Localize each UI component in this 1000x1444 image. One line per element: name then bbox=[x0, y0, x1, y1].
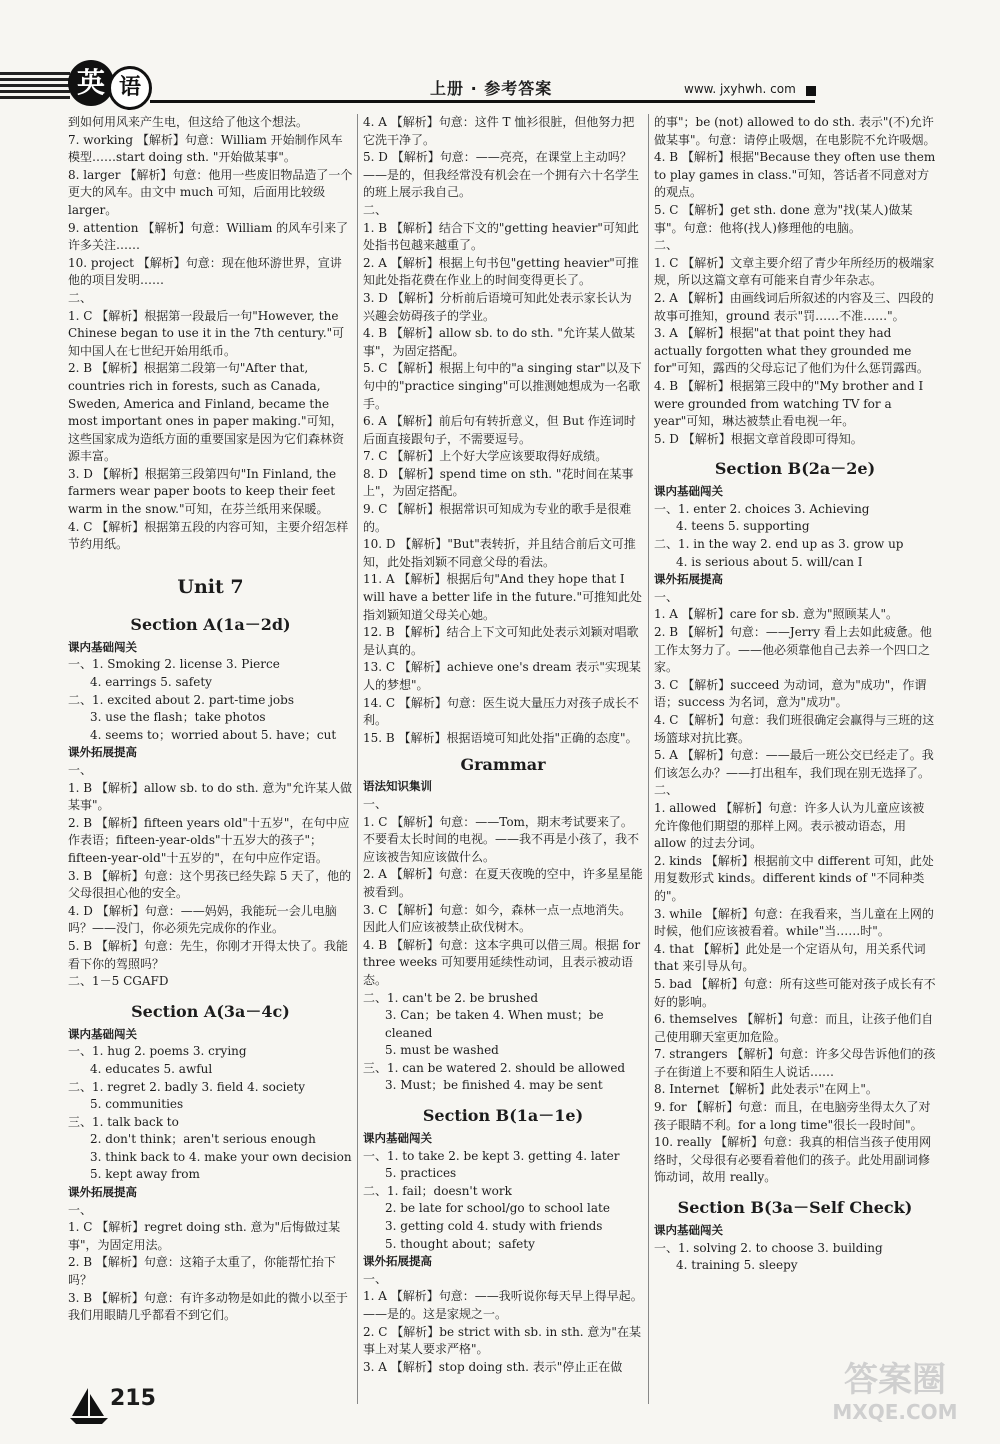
answer-line: 2. B 【解析】句意：——Jerry 看上去如此疲惫。他工作太努力了。——他必须靠他自己去养一个四口之家。 bbox=[654, 625, 932, 675]
watermark-top: 答案圈 bbox=[844, 1360, 946, 1400]
logo-char-2: 语 bbox=[108, 66, 152, 110]
answer-line: 4. earrings 5. safety bbox=[90, 675, 212, 690]
subsection-label: 课内基础闯关 bbox=[363, 1131, 432, 1146]
answer-line: 2. A 【解析】句意：在夏天夜晚的空中，许多星星能被看到。 bbox=[363, 867, 643, 899]
answer-line: 7. strangers 【解析】句意：许多父母告诉他们的孩子在街道上不要和陌生人说话…… bbox=[654, 1047, 936, 1079]
answer-line: 13. C 【解析】achieve one's dream 表示"实现某人的梦想"。 bbox=[363, 660, 641, 692]
answer-line: 4. training 5. sleepy bbox=[676, 1258, 798, 1273]
answer-line: 5. kept away from bbox=[90, 1167, 200, 1182]
answer-line: 1. C 【解析】regret doing sth. 意为"后悔做过某事"，为固定用法。 bbox=[68, 1220, 341, 1252]
subsection-label: 课外拓展提高 bbox=[363, 1254, 432, 1269]
answer-line: 一、1. Smoking 2. license 3. Pierce bbox=[68, 657, 280, 672]
answer-line: 三、1. talk back to bbox=[68, 1114, 179, 1129]
answer-line: 3. D 【解析】分析前后语境可知此处表示家长认为兴趣会妨碍孩子的学业。 bbox=[363, 290, 632, 323]
answer-line: 3. Must；be finished 4. may be sent bbox=[385, 1078, 603, 1093]
answer-line: 3. think back to 4. make your own decision bbox=[90, 1149, 352, 1164]
answer-line: 5. communities bbox=[90, 1097, 184, 1112]
answer-line: 3. A 【解析】stop doing sth. 表示"停止正在做 bbox=[363, 1359, 623, 1374]
page-number: 215 bbox=[110, 1386, 156, 1411]
answer-line: 4. A 【解析】句意：这件 T 恤衫很脏，但他努力把它洗干净了。 bbox=[363, 115, 635, 147]
answer-line: 1. A 【解析】care for sb. 意为"照顾某人"。 bbox=[654, 607, 898, 622]
answer-line: 4. C 【解析】根据第五段的内容可知，主要介绍怎样节约用纸。 bbox=[68, 519, 349, 552]
column-divider bbox=[648, 114, 649, 1404]
subsection-label: 课外拓展提高 bbox=[68, 1185, 137, 1200]
answer-line: 二、 bbox=[363, 202, 388, 217]
answer-line: 3. while 【解析】句意：在我看来，当儿童在上网的时候，他们应该被看着。while"当……时"。 bbox=[654, 906, 934, 939]
answer-line: 一、 bbox=[68, 763, 93, 777]
answer-line: 5. D 【解析】根据文章首段即可得知。 bbox=[654, 431, 863, 446]
column-2 bbox=[363, 114, 643, 1394]
answer-line: 5. A 【解析】句意：——最后一班公交已经走了。我们该怎么办？——打出租车，我们现在别无选择了。 bbox=[654, 748, 934, 780]
answer-line: 5. B 【解析】句意：先生，你刚才开得太快了。我能看下你的驾照吗？ bbox=[68, 938, 348, 971]
column-3 bbox=[654, 114, 936, 1394]
answer-line: 二、1. excited about 2. part-time jobs bbox=[68, 692, 294, 707]
answer-line: 1. C 【解析】句意：——Tom，期末考试要来了。不要看太长时间的电视。——我不再是小孩了，我不应该被告知应该做什么。 bbox=[363, 814, 640, 864]
page-header bbox=[0, 0, 1000, 110]
answer-line: 1. C 【解析】文章主要介绍了青少年所经历的极端家规，所以这篇文章有可能来自青少年杂志。 bbox=[654, 255, 935, 288]
answer-line: 1. B 【解析】allow sb. to do sth. 意为"允许某人做某事"。 bbox=[68, 780, 352, 813]
answer-line: 二、1. regret 2. badly 3. field 4. society bbox=[68, 1079, 306, 1094]
subject-logo bbox=[68, 60, 156, 106]
answer-line: 2. don't think；aren't serious enough bbox=[90, 1132, 316, 1147]
answer-line: 3. D 【解析】根据第三段第四句"In Finland, the farmers wear paper boots to keep their feet warm in the snow."可知，在芬兰纸用来保暖。 bbox=[68, 466, 337, 517]
answer-line: 12. B 【解析】结合上下文可知此处表示刘颖对唱歌是认真的。 bbox=[363, 625, 639, 657]
section-heading: Section B(2a－2e) bbox=[714, 459, 876, 479]
answer-line: 1. C 【解析】根据第一段最后一句"However, the Chinese began to use it in the 7th century."可知中国人在七世纪开始用纸币。 bbox=[68, 308, 345, 358]
answer-line: 4. B 【解析】allow sb. to do sth. "允许某人做某事"，为固定搭配。 bbox=[363, 326, 635, 358]
answer-line: 11. A 【解析】根据后句"And they hope that I will have a better life in the future."可推知此处指刘颖知道父母关心她。 bbox=[363, 572, 643, 622]
answer-line: 4. B 【解析】根据第三段中的"My brother and I were grounded from watching TV for a year"可知，琳达被禁止看电视一年。 bbox=[654, 378, 924, 429]
header-url: www. jxyhwh. com bbox=[684, 82, 796, 96]
watermark-bottom: MXQE.COM bbox=[832, 1400, 958, 1424]
answer-line: 到如何用风来产生电，但这给了他这个想法。 bbox=[68, 115, 309, 129]
answer-line: 5. C 【解析】根据上句中的"a singing star"以及下句中的"practice singing"可以推测她想成为一名歌手。 bbox=[363, 361, 642, 411]
answer-line: 一、1. hug 2. poems 3. crying bbox=[68, 1044, 247, 1059]
section-heading: Section A(3a－4c) bbox=[131, 1001, 290, 1021]
answer-line: 2. B 【解析】句意：这箱子太重了，你能帮忙抬下吗？ bbox=[68, 1255, 336, 1288]
answer-line: 14. C 【解析】句意：医生说大量压力对孩子成长不利。 bbox=[363, 695, 639, 728]
answer-line: 8. D 【解析】spend time on sth. "花时间在某事上"，为固定搭配。 bbox=[363, 466, 634, 499]
subsection-label: 课外拓展提高 bbox=[68, 745, 137, 760]
answer-line: 一、1. enter 2. choices 3. Achieving bbox=[654, 501, 870, 516]
answer-line: 4. that 【解析】此处是一个定语从句，用关系代词 that 来引导从句。 bbox=[654, 941, 926, 974]
answer-line: 6. A 【解析】前后句有转折意义，但 But 作连词时后面直接跟句子，不需要逗号。 bbox=[363, 414, 636, 446]
answer-line: 4. B 【解析】根据"Because they often use them to play games in class."可知，答话者不同意对方的观点。 bbox=[654, 150, 936, 200]
column-1 bbox=[68, 114, 353, 1394]
subsection-label: 课内基础闯关 bbox=[654, 484, 723, 499]
answer-line: 5. thought about；safety bbox=[385, 1236, 535, 1251]
header-square-icon bbox=[806, 86, 816, 96]
section-heading: Section B(3a－Self Check) bbox=[677, 1198, 913, 1218]
unit-heading: Unit 7 bbox=[177, 575, 244, 598]
header-title: 上册 · 参考答案 bbox=[430, 79, 553, 98]
answer-line: 1. B 【解析】结合下文的"getting heavier"可知此处指书包越来越重了。 bbox=[363, 220, 639, 253]
answer-line: 4. educates 5. awful bbox=[90, 1061, 213, 1076]
subsection-label: 课内基础闯关 bbox=[654, 1223, 723, 1238]
answer-line: 7. working 【解析】句意：William 开始制作风车模型……start doing sth. "开始做某事"。 bbox=[68, 132, 343, 165]
answer-line: 2. B 【解析】fifteen years old"十五岁"，在句中应作表语；fifteen-year-olds"十五岁大的孩子"；fifteen-year-old"十五岁的"，在句中应作定语。 bbox=[68, 815, 350, 865]
subsection-label: 语法知识集训 bbox=[363, 779, 432, 794]
answer-line: 10. really 【解析】句意：我真的相信当孩子使用网络时，父母很有必要看着他们的孩子。此处用副词修饰动词，故用 really。 bbox=[654, 1135, 932, 1185]
answer-line: 三、1. can be watered 2. should be allowed bbox=[363, 1060, 626, 1075]
answer-line: 一、 bbox=[68, 1202, 93, 1217]
answer-line: 一、 bbox=[363, 1271, 388, 1286]
answer-line: 4. seems to；worried about 5. have；cut bbox=[90, 727, 337, 742]
answer-line: 2. A 【解析】由画线词后所叙述的内容及三、四段的故事可推知，ground 表示"罚……不准……"。 bbox=[654, 290, 934, 323]
answer-line: 3. getting cold 4. study with friends bbox=[385, 1219, 603, 1234]
answer-line: 10. project 【解析】句意：现在他环游世界，宣讲他的项目发明…… bbox=[68, 255, 342, 288]
answer-line: 8. Internet 【解析】此处表示"在网上"。 bbox=[654, 1082, 878, 1097]
answer-line: 二、 bbox=[68, 290, 93, 305]
watermark bbox=[810, 1360, 980, 1438]
answer-line: 6. themselves 【解析】句意：而且，让孩子他们自己使用聊天室更加危险。 bbox=[654, 1012, 934, 1044]
section-heading: Section A(1a－2d) bbox=[130, 614, 291, 634]
answer-line: 二、 bbox=[654, 783, 679, 798]
sailboat-icon bbox=[68, 1386, 110, 1426]
answer-line: 3. B 【解析】句意：这个男孩已经失踪 5 天了，他的父母很担心他的安全。 bbox=[68, 868, 352, 901]
column-divider bbox=[357, 114, 358, 1404]
answer-line: 5. practices bbox=[385, 1166, 457, 1181]
answer-line: 二、 bbox=[654, 238, 679, 253]
answer-line: 2. B 【解析】根据第二段第一句"After that, countries rich in forests, such as Canada, Sweden, America and Finland, became the most important ones in paper making."可知，这些国家成为造纸方面的重要国家是因为它们森林资源丰富。 bbox=[68, 361, 345, 464]
answer-line: 3. C 【解析】succeed 为动词，意为"成功"，作谓语；success 为名词，意为"成功"。 bbox=[654, 677, 927, 710]
answer-line: 9. for 【解析】句意：而且，在电脑旁坐得太久了对孩子眼睛不利。for a long time"很长一段时间"。 bbox=[654, 1100, 931, 1132]
answer-line: 3. A 【解析】根据"at that point they had actually forgotten what they grounded me for"可知，露西的父母忘记了他们为什么惩罚露西。 bbox=[654, 326, 929, 376]
subsection-label: 课外拓展提高 bbox=[654, 572, 723, 587]
answer-line: 二、1. can't be 2. be brushed bbox=[363, 990, 539, 1005]
subsection-label: 课内基础闯关 bbox=[68, 1026, 137, 1041]
header-stripes bbox=[0, 72, 70, 100]
answer-line: 2. kinds 【解析】根据前文中 different 可知，此处用复数形式 kinds。different kinds of "不同种类的"。 bbox=[654, 853, 934, 903]
answer-line: 3. Can；be taken 4. When must；be cleaned bbox=[385, 1008, 604, 1040]
answer-line: 5. C 【解析】get sth. done 意为"找(某人)做某事"。句意：他将(找人)修理他的电脑。 bbox=[654, 202, 913, 235]
answer-line: 5. must be washed bbox=[385, 1043, 499, 1058]
answer-line: 15. B 【解析】根据语境可知此处指"正确的态度"。 bbox=[363, 730, 638, 745]
answer-line: 3. B 【解析】句意：有许多动物是如此的微小以至于我们用眼睛几乎都看不到它们。 bbox=[68, 1290, 348, 1323]
answer-line: 10. D 【解析】"But"表转折，并且结合前后文可推知，此处指刘颖不同意父母的看法。 bbox=[363, 537, 636, 569]
answer-line: 一、1. to take 2. be kept 3. getting 4. later bbox=[363, 1148, 620, 1163]
answer-line: 5. D 【解析】句意：——亮亮，在课堂上主动吗？——是的，但我经常没有机会在一个拥有六十名学生的班上展示我自己。 bbox=[363, 150, 640, 200]
answer-line: 二、1－5 CGAFD bbox=[68, 974, 169, 989]
subsection-label: 课内基础闯关 bbox=[68, 639, 137, 654]
answer-line: 3. C 【解析】句意：如今，森林一点一点地消失。因此人们应该被禁止砍伐树木。 bbox=[363, 902, 632, 935]
answer-line: 1. A 【解析】句意：——我听说你每天早上得早起。——是的。这是家规之一。 bbox=[363, 1289, 643, 1321]
answer-line: 3. use the flash；take photos bbox=[90, 710, 266, 725]
answer-line: 一、 bbox=[363, 796, 388, 811]
answer-line: 2. C 【解析】be strict with sb. in sth. 意为"在某事上对某人要求严格"。 bbox=[363, 1324, 641, 1357]
answer-line: 7. C 【解析】上个好大学应该要取得好成绩。 bbox=[363, 449, 608, 464]
answer-line: 5. bad 【解析】句意：所有这些可能对孩子成长有不好的影响。 bbox=[654, 976, 936, 1009]
answer-line: 二、1. fail；doesn't work bbox=[363, 1183, 512, 1198]
answer-line: 8. larger 【解析】句意：他用一些废旧物品造了一个更大的风车。由文中 much 可知，后面用比较级 larger。 bbox=[68, 167, 353, 217]
header-rule bbox=[150, 100, 815, 103]
section-heading: Section B(1a－1e) bbox=[422, 1106, 584, 1126]
answer-line: 1. allowed 【解析】句意：许多人认为儿童应该被允许像他们期望的那样上网。表示被动语态，用 allow 的过去分词。 bbox=[654, 800, 925, 851]
answer-line: 4. C 【解析】句意：我们班很确定会赢得与三班的这场篮球对抗比赛。 bbox=[654, 713, 935, 745]
answer-line: 一、 bbox=[654, 589, 679, 604]
answer-line: 一、1. solving 2. to choose 3. building bbox=[654, 1240, 883, 1255]
answer-line: 2. A 【解析】根据上句书包"getting heavier"可推知此处指花费在作业上的时间变得更长了。 bbox=[363, 255, 639, 288]
answer-line: 4. is serious about 5. will/can I bbox=[676, 554, 863, 569]
answer-line: 4. D 【解析】句意：——妈妈，我能玩一会儿电脑吗？——没门，你必须先完成你的作业。 bbox=[68, 903, 337, 936]
answer-line: 4. teens 5. supporting bbox=[676, 519, 810, 534]
logo-char-1: 英 bbox=[68, 60, 114, 106]
answer-line: 4. B 【解析】句意：这本字典可以借三周。根据 for three weeks 可知要用延续性动词，且表示被动语态。 bbox=[363, 937, 641, 987]
answer-line: 2. be late for school/go to school late bbox=[385, 1201, 610, 1216]
answer-line: 二、1. in the way 2. end up as 3. grow up bbox=[654, 537, 904, 552]
answer-line: 9. C 【解析】根据常识可知成为专业的歌手是很难的。 bbox=[363, 502, 632, 534]
answer-line: 9. attention 【解析】句意：William 的风车引来了许多关注…… bbox=[68, 220, 349, 253]
answer-line: 的事"；be (not) allowed to do sth. 表示"(不)允许做某事"。句意：请停止吸烟，在电影院不允许吸烟。 bbox=[654, 115, 936, 147]
grammar-heading: Grammar bbox=[460, 755, 546, 775]
